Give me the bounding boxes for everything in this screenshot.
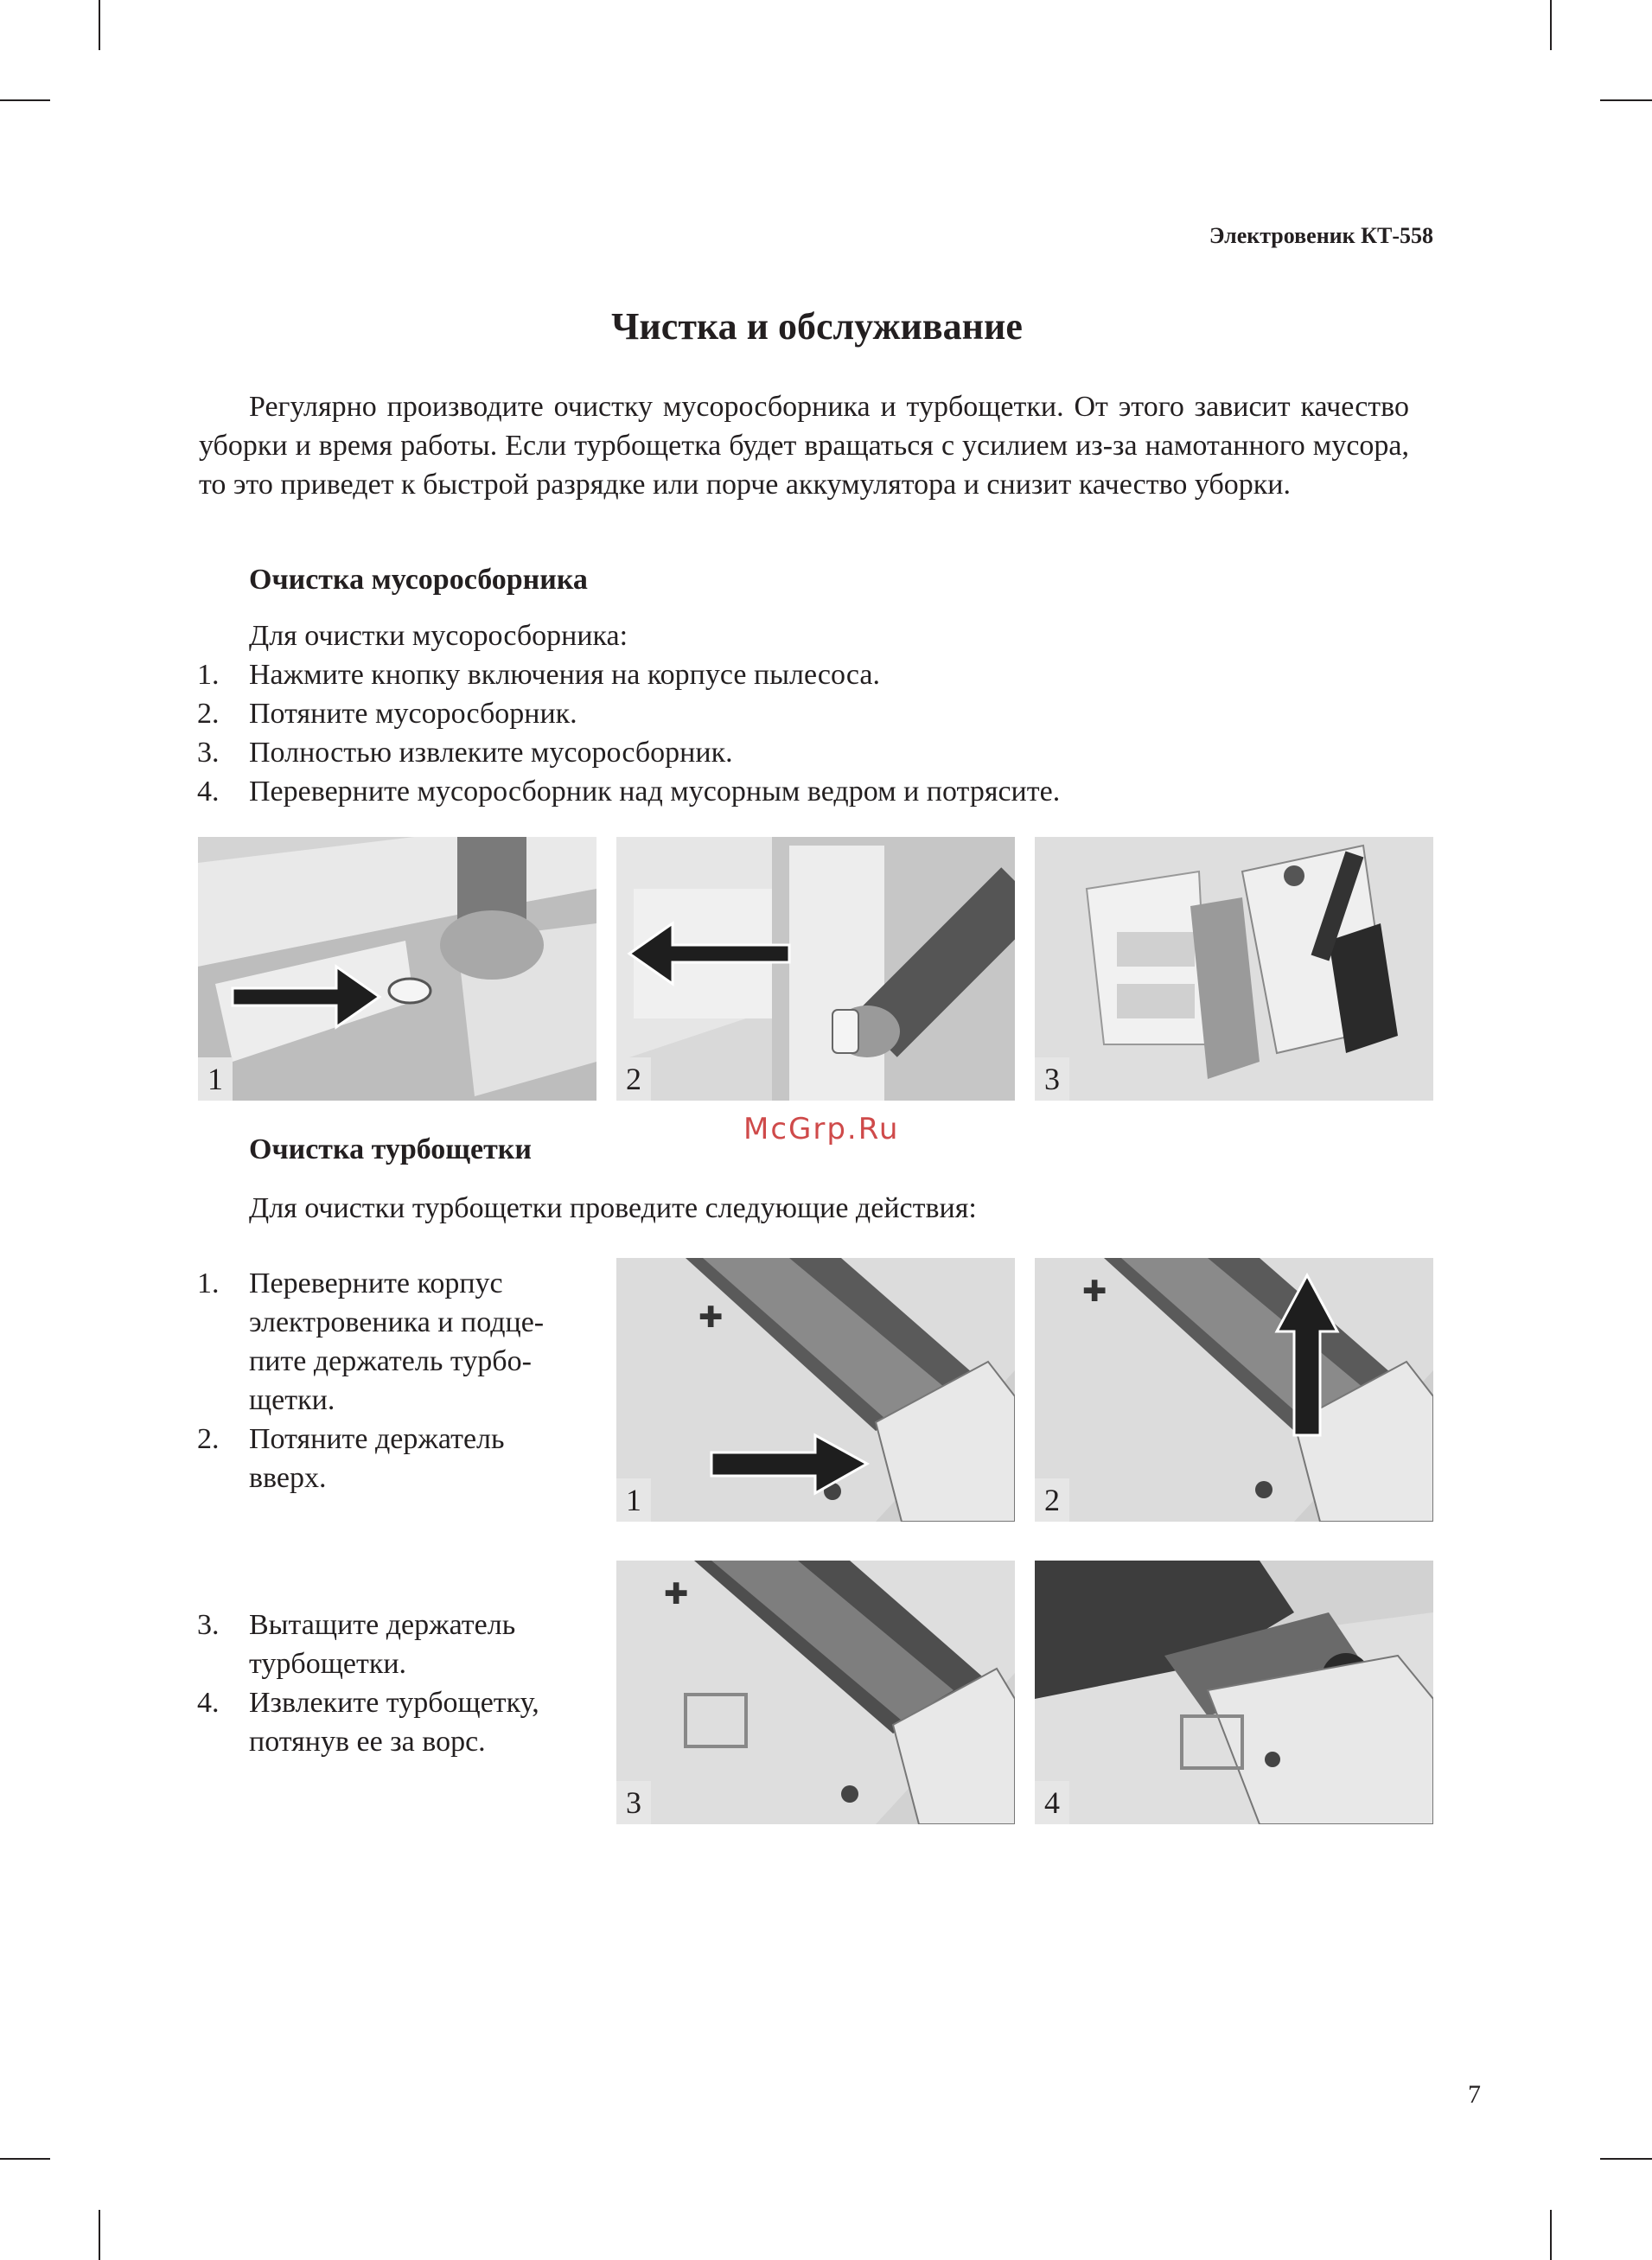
dust-bin-photo-1	[198, 837, 596, 1101]
dust-bin-removed-illustration	[1035, 837, 1433, 1101]
step-line: потянув ее за ворс.	[249, 1726, 486, 1758]
list-item	[197, 1420, 544, 1497]
intro-paragraph	[199, 387, 1409, 504]
crop-mark	[0, 2158, 50, 2160]
step-number: 2.	[197, 1423, 220, 1455]
svg-text:✚: ✚	[1082, 1274, 1107, 1309]
step-number: 3.	[197, 737, 220, 769]
photo-label: 3	[1035, 1057, 1069, 1101]
turbo-photo-3	[616, 1561, 1015, 1824]
turbo-steps-a	[197, 1264, 544, 1497]
dust-bin-photo-3	[1035, 837, 1433, 1101]
step-line: электровеника и подце-	[249, 1306, 545, 1338]
watermark: McGrp.Ru	[743, 1112, 900, 1146]
list-item	[197, 1606, 539, 1683]
turbo-brush-lead: Для очистки турбощетки проведите следующие действия:	[249, 1192, 977, 1224]
step-line: турбощетки.	[249, 1648, 407, 1680]
page-number: 7	[1468, 2080, 1481, 2109]
vacuum-button-illustration	[198, 837, 596, 1101]
turbo-brush-extract-illustration	[1035, 1561, 1433, 1824]
step-text: Потяните мусоросборник.	[249, 698, 577, 730]
step-line: Извлеките турбощетку,	[249, 1687, 539, 1719]
step-number: 4.	[197, 1687, 220, 1719]
turbo-brush-heading: Очистка турбощетки	[249, 1133, 532, 1165]
step-number: 1.	[197, 659, 220, 691]
intro-text: Регулярно производите очистку мусоросборника и турбощетки. От этого зависит качество уборки и время работы. Если турбощетка будет вращаться с усилием из-за намотанного мусора, то это приведет к быстрой разрядке или порче аккумулятора и снизит качество уборки.	[199, 391, 1409, 501]
crop-mark	[1550, 0, 1552, 50]
step-text: Полностью извлеките мусоросборник.	[249, 737, 733, 769]
step-number: 2.	[197, 698, 220, 730]
crop-mark	[1550, 2210, 1552, 2260]
photo-label: 2	[1035, 1478, 1069, 1522]
list-item	[197, 655, 1060, 694]
step-number: 1.	[197, 1267, 220, 1299]
crop-mark	[99, 2210, 100, 2260]
step-text: Переверните мусоросборник над мусорным ведром и потрясите.	[249, 776, 1061, 808]
photo-label: 1	[616, 1478, 651, 1522]
step-line: Потяните держатель	[249, 1423, 505, 1455]
step-line: вверх.	[249, 1462, 327, 1494]
step-line: Вытащите держатель	[249, 1609, 516, 1641]
crop-mark	[1600, 2158, 1652, 2160]
page-title: Чистка и обслуживание	[611, 305, 1023, 348]
photo-label: 2	[616, 1057, 651, 1101]
list-item	[197, 772, 1060, 811]
step-number: 4.	[197, 776, 220, 808]
crop-mark	[1600, 99, 1652, 101]
dust-bin-photo-2	[616, 837, 1015, 1101]
turbo-holder-hook-illustration	[616, 1258, 1015, 1522]
step-text: Нажмите кнопку включения на корпусе пылесоса.	[249, 659, 880, 691]
photo-label: 4	[1035, 1781, 1069, 1824]
step-line: пите держатель турбо-	[249, 1345, 532, 1377]
running-header: Электровеник КТ-558	[1209, 223, 1433, 248]
dust-bin-lead: Для очистки мусоросборника:	[249, 620, 628, 652]
dust-bin-heading: Очистка мусоросборника	[249, 564, 588, 596]
crop-mark	[0, 99, 50, 101]
photo-label: 1	[198, 1057, 233, 1101]
list-item	[197, 1683, 539, 1761]
turbo-photo-1	[616, 1258, 1015, 1522]
turbo-photo-2	[1035, 1258, 1433, 1522]
turbo-holder-removed-illustration	[616, 1561, 1015, 1824]
turbo-photo-4	[1035, 1561, 1433, 1824]
list-item	[197, 733, 1060, 772]
step-line: Переверните корпус	[249, 1267, 503, 1299]
turbo-holder-lift-illustration	[1035, 1258, 1433, 1522]
step-line: щетки.	[249, 1384, 335, 1416]
photo-label: 3	[616, 1781, 651, 1824]
turbo-steps-b	[197, 1606, 539, 1761]
list-item	[197, 1264, 544, 1420]
crop-mark	[99, 0, 100, 50]
svg-text:✚: ✚	[698, 1300, 724, 1335]
svg-text:✚: ✚	[664, 1577, 689, 1612]
dust-bin-pull-illustration	[616, 837, 1015, 1101]
step-number: 3.	[197, 1609, 220, 1641]
list-item	[197, 694, 1060, 733]
dust-bin-steps	[197, 655, 1060, 811]
